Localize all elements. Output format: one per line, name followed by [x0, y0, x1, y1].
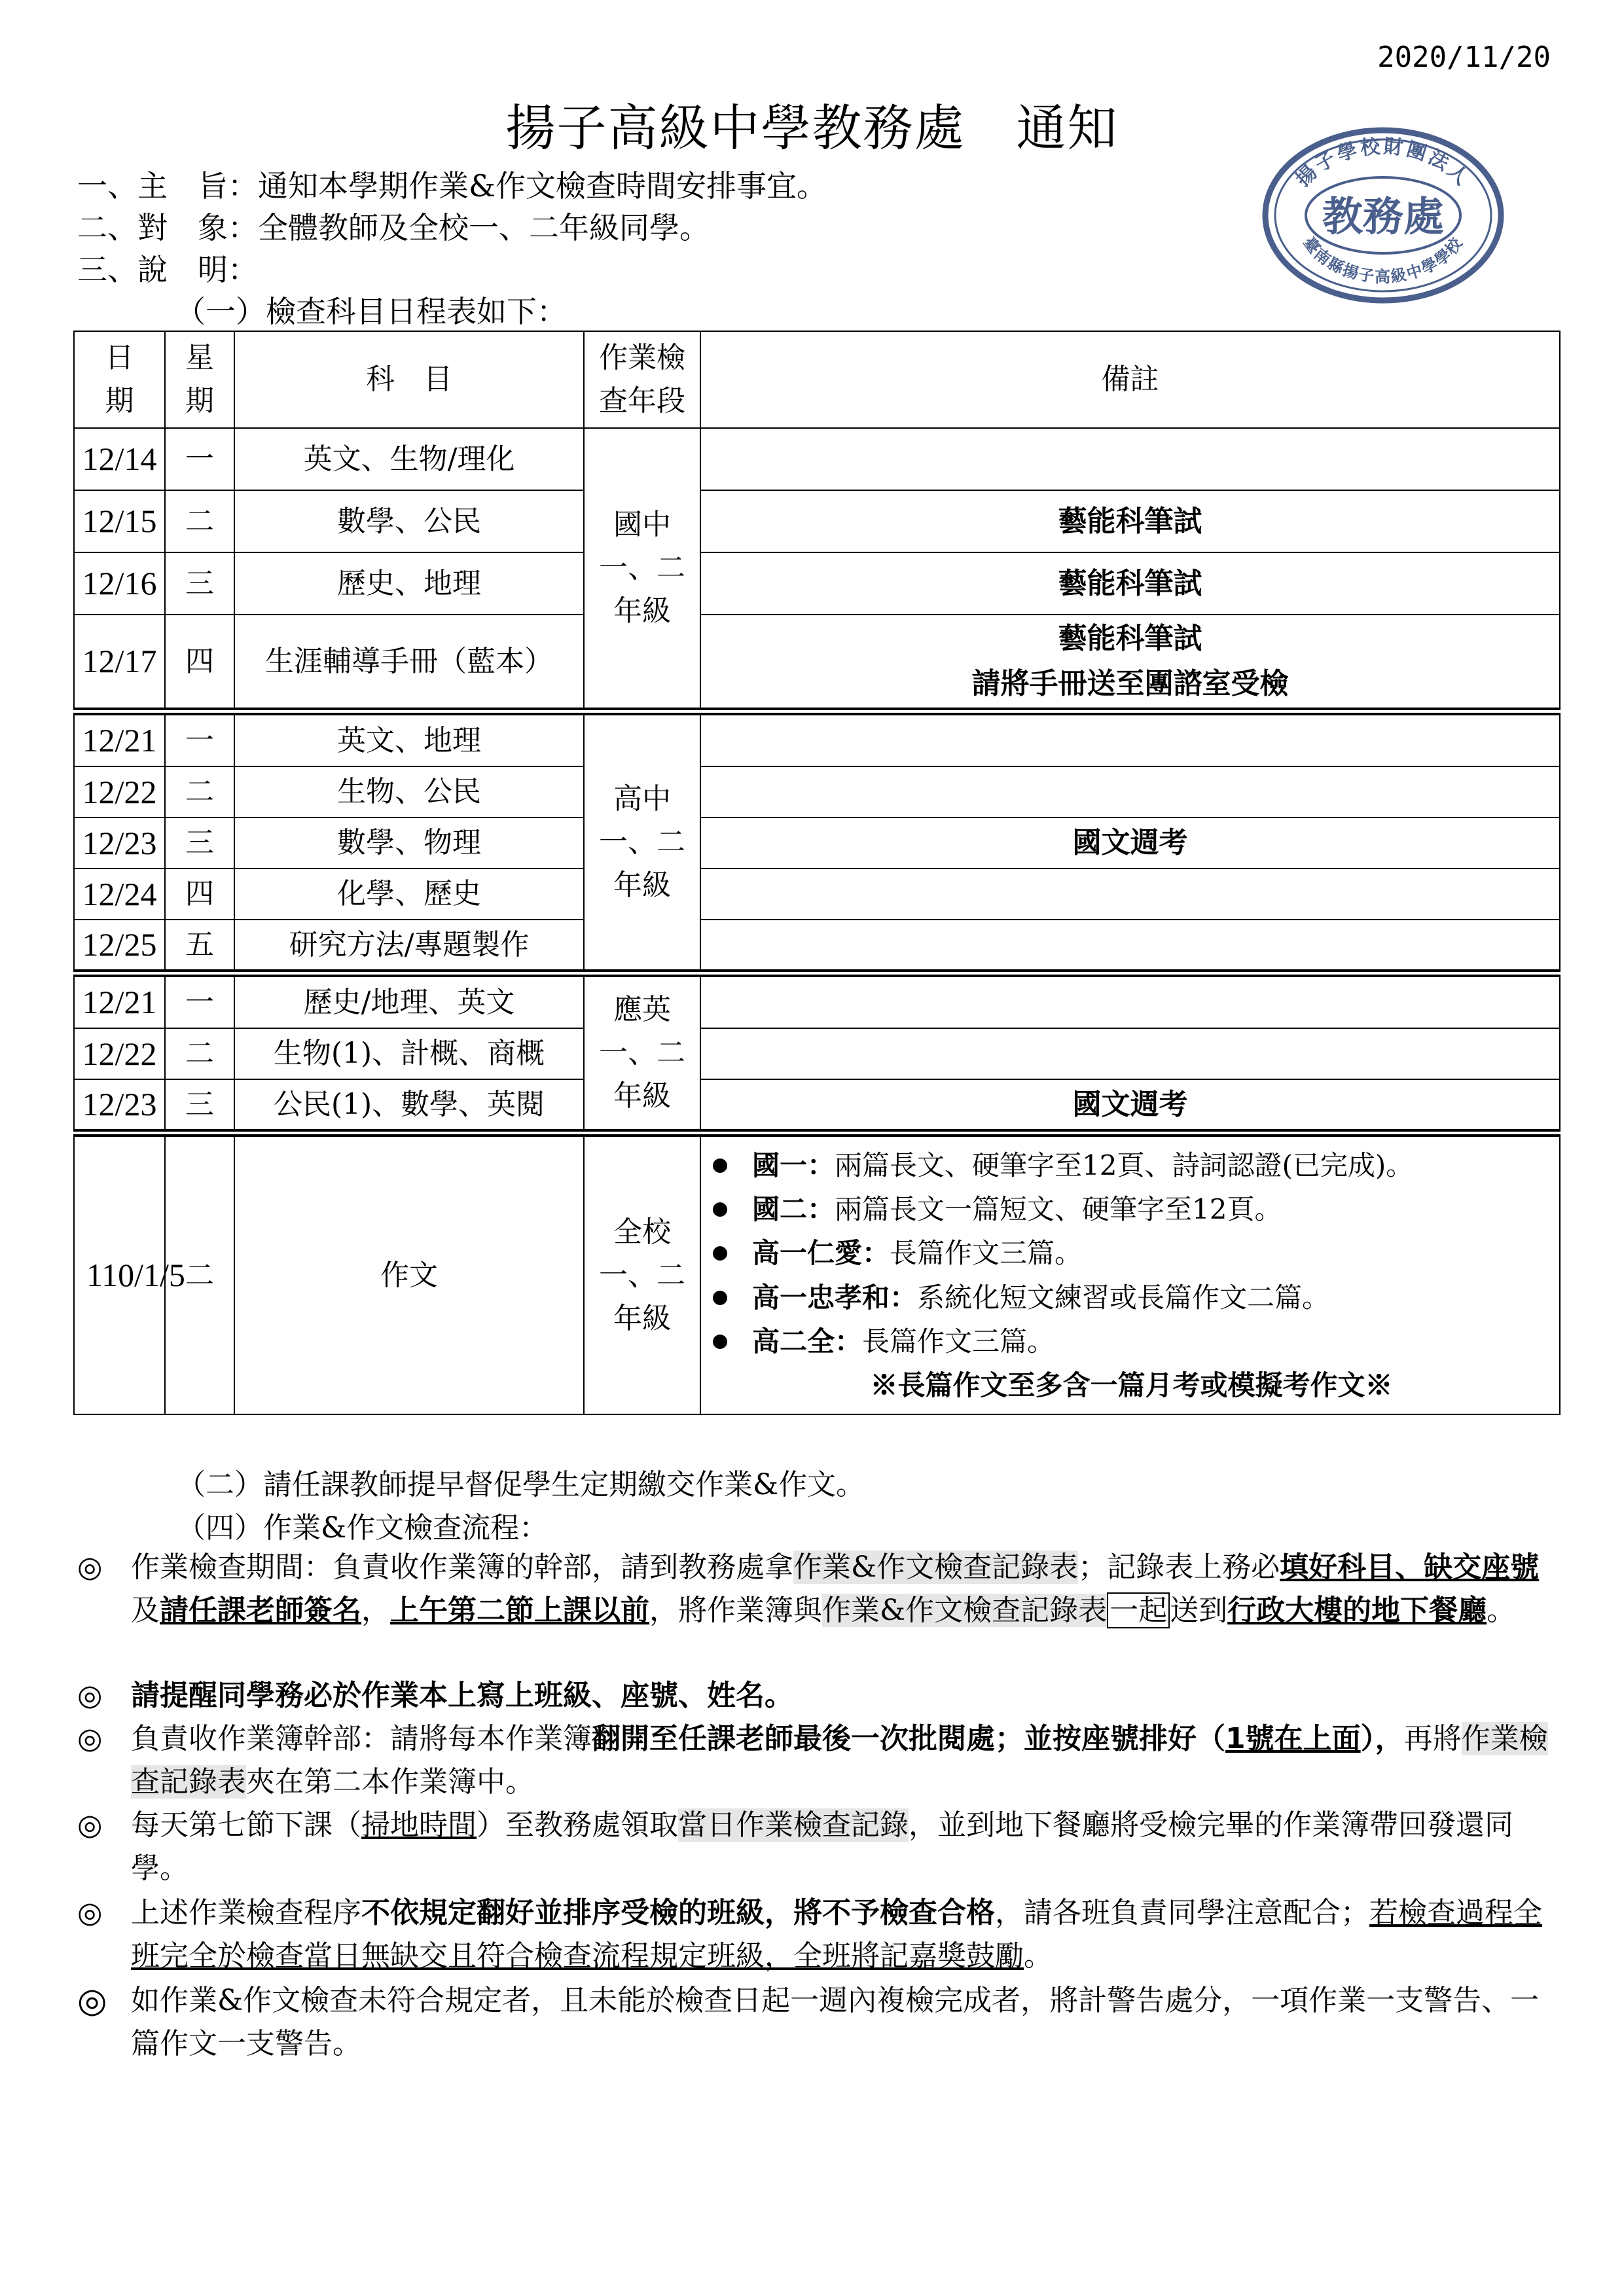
row-weekday: 一	[165, 711, 234, 766]
row-note	[700, 711, 1560, 766]
row-weekday: 三	[165, 552, 234, 615]
table-row	[74, 766, 1560, 817]
procedure-item-2: ◎ 請提醒同學務必於作業本上寫上班級、座號、姓名。	[77, 1674, 1557, 1717]
row-weekday: 一	[165, 428, 234, 490]
row-weekday: 三	[165, 817, 234, 869]
row-weekday: 四	[165, 869, 234, 920]
document-date: 2020/11/20	[1377, 41, 1551, 74]
row-note	[700, 973, 1560, 1028]
list-item: 國一：兩篇長文、硬筆字至12頁、詩詞認證(已完成)。	[708, 1143, 1555, 1187]
circle-mark-icon: ◎	[77, 1722, 103, 1755]
bullet-icon	[713, 1291, 727, 1305]
circle-mark-icon: ◎	[77, 1981, 107, 2020]
schedule-table	[73, 331, 1561, 1415]
essay-footnote: ※長篇作文至多含一篇月考或模擬考作文※	[870, 1369, 1393, 1401]
stamp-center-text: 教務處	[1322, 192, 1445, 240]
row-weekday: 二	[165, 1028, 234, 1079]
row-date: 12/15	[74, 490, 165, 552]
table-row	[74, 615, 1560, 711]
essay-requirements	[700, 1133, 1560, 1414]
page-title: 揚子高級中學教務處 通知	[505, 99, 1119, 157]
table-row	[74, 1079, 1560, 1133]
row-date: 12/21	[74, 973, 165, 1028]
row-subject: 化學、歷史	[234, 869, 584, 920]
table-header-row	[74, 331, 1560, 428]
row-weekday: 四	[165, 615, 234, 711]
row-subject: 生涯輔導手冊（藍本）	[234, 615, 584, 711]
row-date: 12/17	[74, 615, 165, 711]
row-weekday: 三	[165, 1079, 234, 1133]
schedule-intro: （一）檢查科目日程表如下：	[175, 294, 567, 329]
table-row	[74, 711, 1560, 766]
row-note	[700, 428, 1560, 490]
row-subject: 英文、生物/理化	[234, 428, 584, 490]
header-grade: 作業檢查年段	[584, 331, 700, 428]
row-date: 12/14	[74, 428, 165, 490]
row-note: 國文週考	[700, 817, 1560, 869]
list-item: 高一忠孝和：系統化短文練習或長篇作文二篇。	[708, 1276, 1555, 1319]
target-line: 二、對 象：全體教師及全校一、二年級同學。	[77, 210, 710, 245]
procedure-item-5: ◎ 上述作業檢查程序不依規定翻好並排序受檢的班級，將不予檢查合格，請各班負責同學注意配合；若檢查過程全班完全於檢查當日無缺交且符合檢查流程規定班級，全班將記嘉獎鼓勵。	[77, 1892, 1557, 1978]
row-date: 12/22	[74, 766, 165, 817]
explain-line: 三、說 明：	[77, 252, 258, 287]
row-subject: 英文、地理	[234, 711, 584, 766]
row-date: 12/23	[74, 1079, 165, 1133]
row-subject: 數學、公民	[234, 490, 584, 552]
table-row	[74, 552, 1560, 615]
bullet-icon	[713, 1246, 727, 1261]
procedure-item-3: ◎ 負責收作業簿幹部：請將每本作業簿翻開至任課老師最後一次批閱處；並按座號排好（1號在上面），再將作業檢查記錄表夾在第二本作業簿中。	[77, 1717, 1557, 1804]
row-date: 12/25	[74, 920, 165, 973]
table-row-essay	[74, 1133, 1560, 1414]
row-date: 12/22	[74, 1028, 165, 1079]
row-weekday: 二	[165, 766, 234, 817]
row-note	[700, 920, 1560, 973]
bullet-icon	[713, 1158, 727, 1173]
row-weekday: 二	[165, 1133, 234, 1414]
group-grade: 應英一、二年級	[584, 973, 700, 1133]
row-note: 藝能科筆試	[700, 552, 1560, 615]
group-grade: 國中一、二年級	[584, 428, 700, 711]
row-date: 110/1/5	[74, 1133, 165, 1414]
stamp-bottom-text: 臺南縣揚子高級中學學校	[1299, 233, 1467, 286]
table-row	[74, 869, 1560, 920]
row-subject: 數學、物理	[234, 817, 584, 869]
row-note: 藝能科筆試 請將手冊送至團諮室受檢	[700, 615, 1560, 711]
row-subject: 研究方法/專題製作	[234, 920, 584, 973]
group-grade: 全校一、二年級	[584, 1133, 700, 1414]
circle-mark-icon: ◎	[77, 1896, 103, 1929]
procedure-item-1: ◎ 作業檢查期間：負責收作業簿的幹部，請到教務處拿作業&作文檢查記錄表；記錄表上務必填好科目、缺交座號及請任課老師簽名，上午第二節上課以前，將作業簿與作業&作文檢查記錄表一起送到行政大樓的地下餐廳。	[77, 1546, 1557, 1632]
circle-mark-icon: ◎	[77, 1808, 103, 1842]
header-date: 日期	[74, 331, 165, 428]
group-grade: 高中一、二年級	[584, 711, 700, 973]
list-item: 高一仁愛：長篇作文三篇。	[708, 1231, 1555, 1275]
table-row	[74, 428, 1560, 490]
header-weekday: 星期	[165, 331, 234, 428]
row-note: 藝能科筆試	[700, 490, 1560, 552]
header-subject: 科 目	[234, 331, 584, 428]
table-row	[74, 490, 1560, 552]
table-row	[74, 973, 1560, 1028]
header-note: 備註	[700, 331, 1560, 428]
row-subject: 公民(1)、數學、英閱	[234, 1079, 584, 1133]
row-subject: 歷史/地理、英文	[234, 973, 584, 1028]
row-date: 12/23	[74, 817, 165, 869]
row-note	[700, 766, 1560, 817]
row-weekday: 二	[165, 490, 234, 552]
row-note: 國文週考	[700, 1079, 1560, 1133]
row-weekday: 五	[165, 920, 234, 973]
list-item: 國二：兩篇長文一篇短文、硬筆字至12頁。	[708, 1187, 1555, 1231]
table-row	[74, 817, 1560, 869]
row-date: 12/21	[74, 711, 165, 766]
section-4: （四）作業&作文檢查流程：	[177, 1511, 549, 1545]
row-date: 12/16	[74, 552, 165, 615]
row-subject: 生物(1)、計概、商概	[234, 1028, 584, 1079]
table-row	[74, 1028, 1560, 1079]
row-date: 12/24	[74, 869, 165, 920]
procedure-item-4: ◎ 每天第七節下課（掃地時間）至教務處領取當日作業檢查記錄，並到地下餐廳將受檢完畢的作業簿帶回發還同學。	[77, 1804, 1557, 1890]
office-seal-stamp	[1255, 120, 1511, 310]
list-item: 高二全：長篇作文三篇。	[708, 1319, 1555, 1363]
row-subject: 作文	[234, 1133, 584, 1414]
procedure-item-6: ◎ 如作業&作文檢查未符合規定者，且未能於檢查日起一週內複檢完成者，將計警告處分，一項作業一支警告、一篇作文一支警告。	[77, 1979, 1557, 2066]
bullet-icon	[713, 1202, 727, 1217]
row-subject: 歷史、地理	[234, 552, 584, 615]
row-note	[700, 869, 1560, 920]
bullet-icon	[713, 1335, 727, 1349]
row-note	[700, 1028, 1560, 1079]
circle-mark-icon: ◎	[77, 1551, 103, 1584]
circle-mark-icon: ◎	[77, 1679, 103, 1712]
row-subject: 生物、公民	[234, 766, 584, 817]
row-weekday: 一	[165, 973, 234, 1028]
subject-line: 一、主 旨：通知本學期作業&作文檢查時間安排事宜。	[77, 168, 827, 204]
table-row	[74, 920, 1560, 973]
section-2: （二）請任課教師提早督促學生定期繳交作業&作文。	[177, 1468, 865, 1501]
stamp-top-text: 揚子學校財團法人	[1291, 135, 1475, 192]
